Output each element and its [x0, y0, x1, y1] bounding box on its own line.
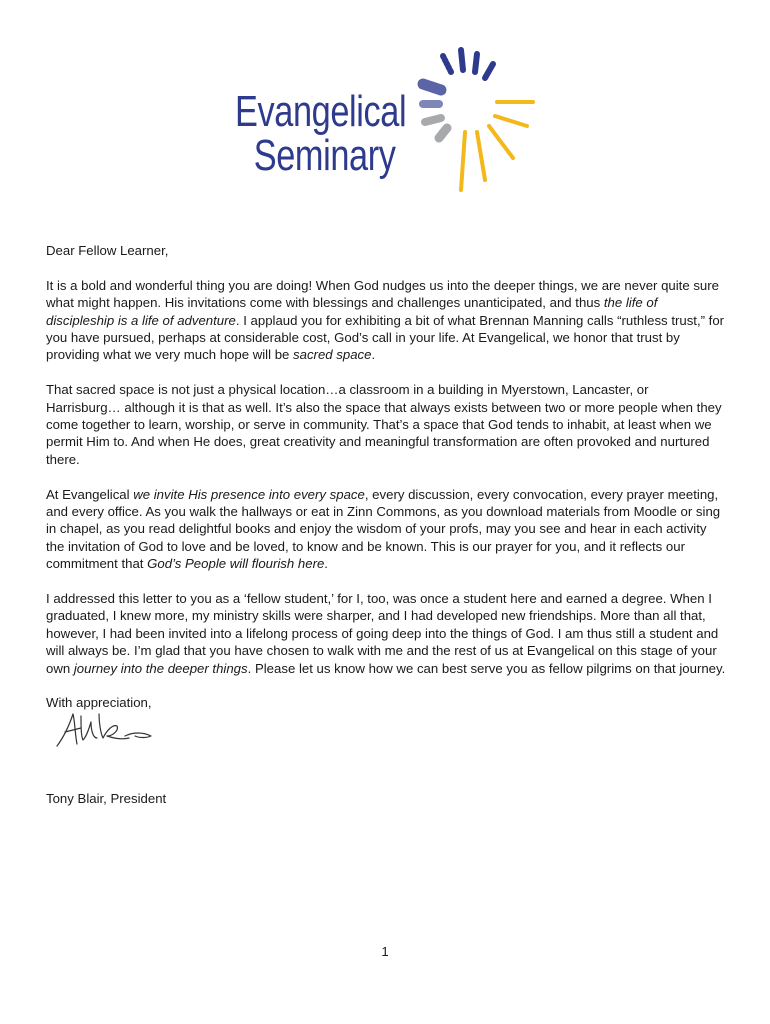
letter-body: [46, 242, 726, 729]
seminary-logo: [225, 40, 555, 200]
paragraph-4: [46, 590, 726, 677]
sunburst-logo-icon: [415, 40, 555, 200]
paragraph-3-emphasis-1: we invite His presence into every space: [133, 486, 365, 502]
paragraph-1-text-a: It is a bold and wonderful thing you are doing! When God nudges us into the deeper things, we are never quite sure what might happen. His invitations come with blessings and challenges unanticipated, and thus: [46, 277, 719, 311]
paragraph-4-text-a: I addressed this letter to you as a ‘fellow student,’ for I, too, was once a student here and earned a degree. When I graduated, I knew more, my ministry skills were sharper, and I had developed new friendships. More than all that, however, I had been invited into a lifelong process of going deep into the things of God. I am thus still a student and will always be. I’m glad that you have chosen to walk with me and the rest of us at Evangelical on this stage of your own: [46, 591, 719, 676]
paragraph-1-emphasis-1: the life of discipleship is a life of adventure: [46, 295, 658, 328]
paragraph-4-text-b: . Please let us know how we can best serve you as fellow pilgrims on that journey.: [247, 660, 726, 676]
closing: With appreciation,: [46, 695, 152, 711]
paragraph-1-text-c: .: [371, 347, 376, 363]
paragraph-3-text-b: , every discussion, every convocation, every prayer meeting, and every office. As you walk the hallways or eat in Zinn Commons, as you download materials from Moodle or sing in chapel, as you read delightful books and enjoy the wisdom of your profs, may you see and hear in each activity the invitation of God to love and be loved, to know and be known. This is our prayer for you, and it reflects our commitment that: [46, 486, 721, 572]
logo-wordmark: [235, 87, 407, 180]
paragraph-3-emphasis-2: God’s People will flourish here: [147, 556, 325, 572]
page-number: 1: [381, 944, 389, 959]
logo-wordmark-line2: Seminary: [253, 131, 396, 180]
paragraph-1-emphasis-2: sacred space: [293, 347, 372, 363]
paragraph-1: [46, 277, 726, 364]
signer-name: Tony Blair, President: [46, 791, 167, 806]
logo-wordmark-line1: Evangelical: [235, 87, 407, 136]
paragraph-4-emphasis-1: journey into the deeper things: [73, 660, 248, 676]
paragraph-2: That sacred space is not just a physical location…a classroom in a building in Myerstown, Lancaster, or Harrisburg… although it is that as well. It’s also the space that always exists between two or more people when they come together to learn, worship, or serve in community. That’s a space that God tends to inhabit, at least when we permit Him to. And when He does, great creativity and meaningful transformation are often provoked and nurtured there.: [46, 382, 722, 467]
paragraph-3: [46, 486, 726, 573]
paragraph-1-text-b: . I applaud you for exhibiting a bit of what Brennan Manning calls “ruthless trust,” for you have pursued, perhaps at considerable cost, God’s call in your life. At Evangelical, we honor that trust by providing what we very much hope will be: [46, 312, 725, 363]
paragraph-3-text-a: At Evangelical: [46, 486, 134, 502]
salutation: Dear Fellow Learner,: [46, 243, 169, 258]
signature-icon: [55, 708, 155, 750]
paragraph-3-text-c: .: [324, 556, 328, 572]
